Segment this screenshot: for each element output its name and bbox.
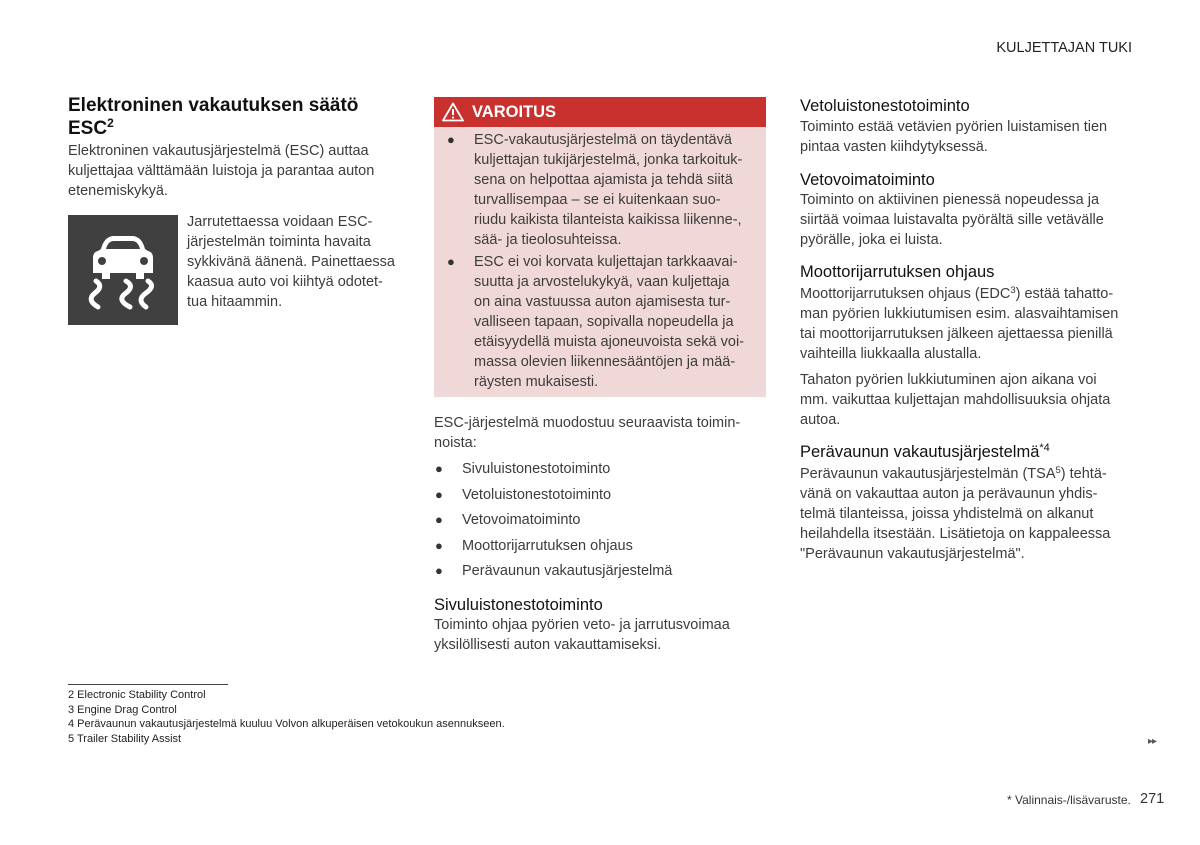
- footnote-4: 4 Perävaunun vakautusjärjestelmä kuuluu Volvon alkuperäisen vetokoukun asennukseen.: [68, 718, 505, 730]
- edc-line: man pyörien lukkiutumisen esim. alasvaihtamisen: [800, 306, 1119, 322]
- braking-paragraph: [187, 212, 395, 312]
- warning-line: etäisyydellä muista ajoneuvoista sekä voi-: [474, 334, 744, 350]
- bullet-icon: ●: [447, 254, 455, 269]
- warning-line: ESC ei voi korvata kuljettajan tarkkaavai-: [474, 254, 738, 270]
- warning-line: riudu kaikista tilanteista kaikissa liikenne-,: [474, 212, 742, 228]
- vetovoima-line: Toiminto on aktiivinen pienessä nopeudessa ja: [800, 192, 1100, 208]
- braking-line: järjestelmän toiminta havaita: [187, 234, 371, 250]
- vetovoima-line: siirtää voimaa luistavalta pyörältä sille vetävälle: [800, 212, 1104, 228]
- warning-line: on aina vastuussa auton ajamisesta tur-: [474, 294, 731, 310]
- function-item: Moottorijarrutuksen ohjaus: [462, 538, 633, 554]
- warning-item-1: [474, 130, 742, 250]
- edc2-line: mm. vaikuttaa kuljettajan mahdollisuuksia ohjata: [800, 392, 1111, 408]
- functions-intro-line: noista:: [434, 435, 477, 451]
- veto-line: pintaa vasten kiihdytyksessä.: [800, 139, 988, 155]
- function-item: Perävaunun vakautusjärjestelmä: [462, 563, 673, 579]
- footnote-ref-3: 3: [1010, 285, 1016, 296]
- warning-line: ESC-vakautusjärjestelmä on täydentävä: [474, 132, 732, 148]
- vetovoima-line: pyörälle, joka ei luista.: [800, 232, 943, 248]
- footnote-5: 5 Trailer Stability Assist: [68, 732, 182, 745]
- warning-line: valliseen tapaan, sopivalla nopeudella ja: [474, 314, 734, 330]
- veto-heading: Vetoluistonestotoiminto: [800, 97, 970, 115]
- functions-intro-line: ESC-järjestelmä muodostuu seuraavista toimin-: [434, 415, 741, 431]
- vetovoima-paragraph: [800, 190, 1104, 250]
- edc-line: ) estää tahatto-: [1015, 286, 1114, 302]
- bullet-icon: ●: [435, 461, 443, 476]
- warning-triangle-icon: [438, 97, 468, 127]
- sivu-line: yksilöllisesti auton vakauttamiseksi.: [434, 637, 662, 653]
- page-title-line1: Elektroninen vakautuksen säätö: [68, 95, 359, 116]
- footnote-3: 3 Engine Drag Control: [68, 703, 177, 716]
- braking-line: Jarrutettaessa voidaan ESC-: [187, 214, 373, 230]
- tsa-line: vänä on vakauttaa auton ja perävaunun yhdis-: [800, 486, 1098, 502]
- function-item: Vetovoimatoiminto: [462, 512, 581, 528]
- vetovoima-heading: Vetovoimatoiminto: [800, 171, 935, 189]
- edc-heading: Moottorijarrutuksen ohjaus: [800, 263, 995, 281]
- veto-line: Toiminto estää vetävien pyörien luistamisen tien: [800, 119, 1108, 135]
- footer-note: * Valinnais-/lisävaruste.: [1007, 793, 1131, 807]
- edc-paragraph: [800, 284, 1118, 364]
- bullet-icon: ●: [435, 538, 443, 553]
- braking-line: kaasua auto voi kiihtyä odotet-: [187, 274, 383, 290]
- footnote-ref-2: 2: [107, 116, 114, 130]
- warning-label: VAROITUS: [472, 102, 557, 121]
- intro-line: Elektroninen vakautusjärjestelmä (ESC) auttaa: [68, 143, 369, 159]
- warning-item-2: [474, 252, 744, 392]
- bullet-icon: ●: [435, 512, 443, 527]
- tsa-line: telmä tilanteissa, joissa yhdistelmä on alkanut: [800, 506, 1094, 522]
- edc2-line: autoa.: [800, 412, 841, 428]
- edc-line: vaihteilla liukkaalla alustalla.: [800, 346, 982, 362]
- edc-line: Moottorijarrutuksen ohjaus (EDC: [800, 286, 1011, 302]
- footnote-ref-4: *4: [1039, 442, 1050, 454]
- warning-header: [434, 97, 766, 127]
- functions-intro: [434, 413, 740, 453]
- sivu-heading: Sivuluistonestotoiminto: [434, 596, 603, 614]
- warning-line: kuljettajan tukijärjestelmä, jonka tarkoituk-: [474, 152, 743, 168]
- warning-line: räysten mukaisesti.: [474, 374, 599, 390]
- intro-paragraph: [68, 141, 374, 201]
- function-item: Vetoluistonestotoiminto: [462, 487, 612, 503]
- warning-line: sena on helpottaa ajamista ja tehdä siitä: [474, 172, 733, 188]
- braking-line: tua hitaammin.: [187, 294, 283, 310]
- warning-line: massa olevien liikennesääntöjen ja mää-: [474, 354, 736, 370]
- edc2-line: Tahaton pyörien lukkiutuminen ajon aikana voi: [800, 372, 1097, 388]
- tsa-line: heilahdella itsestään. Lisätietoja on kappaleessa: [800, 526, 1111, 542]
- edc-line: tai moottorijarrutuksen jälkeen ajettaessa pienillä: [800, 326, 1113, 342]
- double-arrow-right-icon: ▸▸: [1148, 736, 1157, 747]
- warning-line: suutta ja arvostelukykyä, vaan kuljettaja: [474, 274, 730, 290]
- sivu-line: Toiminto ohjaa pyörien veto- ja jarrutusvoimaa: [434, 617, 730, 633]
- tsa-paragraph: [800, 464, 1110, 564]
- footnotes: [68, 688, 505, 746]
- intro-line: etenemiskykyä.: [68, 183, 168, 199]
- page-title: [68, 94, 358, 140]
- edc-paragraph-2: [800, 370, 1110, 430]
- braking-line: sykkivänä äänenä. Painettaessa: [187, 254, 395, 270]
- warning-line: sää- ja tieolosuhteissa.: [474, 232, 622, 248]
- veto-paragraph: [800, 117, 1107, 157]
- warning-line: turvallisempaa – se ei kuitenkaan suo-: [474, 192, 721, 208]
- tsa-heading-text: Perävaunun vakautusjärjestelmä: [800, 443, 1040, 461]
- skid-car-icon: [68, 215, 178, 325]
- tsa-line: ) tehtä-: [1060, 466, 1107, 482]
- function-item: Sivuluistonestotoiminto: [462, 461, 611, 477]
- bullet-icon: ●: [435, 563, 443, 578]
- bullet-icon: ●: [447, 132, 455, 147]
- tsa-line: Perävaunun vakautusjärjestelmän (TSA: [800, 466, 1056, 482]
- page-title-line2: ESC: [68, 118, 108, 139]
- tsa-heading: [800, 442, 1050, 462]
- footnote-ref-5: 5: [1055, 465, 1061, 476]
- intro-line: kuljettajaa välttämään luistoja ja parantaa auton: [68, 163, 375, 179]
- section-header: KULJETTAJAN TUKI: [996, 40, 1132, 56]
- page-number: 271: [1140, 791, 1165, 807]
- footnote-divider: [68, 684, 228, 685]
- tsa-line: "Perävaunun vakautusjärjestelmä".: [800, 546, 1025, 562]
- footnote-2: 2 Electronic Stability Control: [68, 689, 206, 701]
- sivu-paragraph: [434, 615, 730, 655]
- bullet-icon: ●: [435, 487, 443, 502]
